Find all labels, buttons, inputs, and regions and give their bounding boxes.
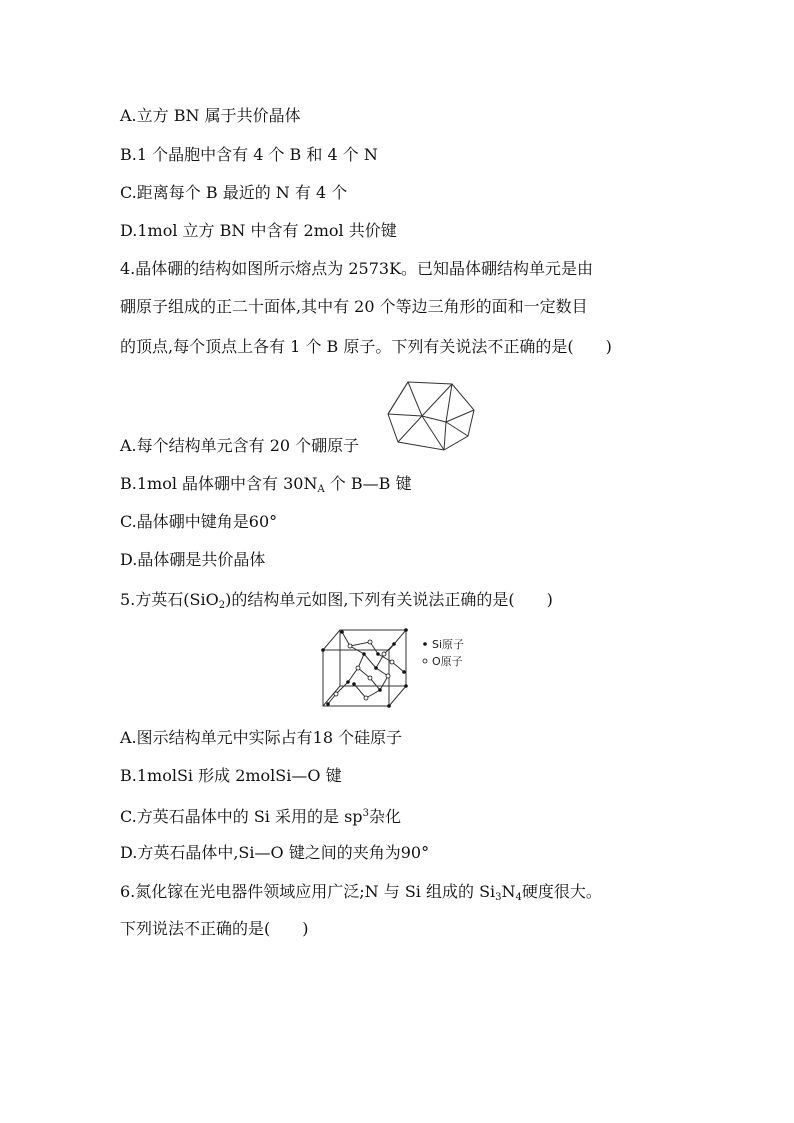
q4-option-a: A.每个结构单元含有 20 个硼原子 — [120, 436, 360, 455]
q3-option-d: D.1mol 立方 BN 中含有 2mol 共价键 — [120, 221, 397, 240]
boron-icosahedron-figure — [386, 380, 478, 452]
q4-stem-line2: 硼原子组成的正二十面体,其中有 20 个等边三角形的面和一定数目 — [120, 297, 588, 316]
legend-o-label: O原子 — [432, 655, 463, 668]
q4-option-b: B.1mol 晶体硼中含有 $30N_A$ 个 B—B 键 — [120, 474, 412, 495]
si-atom-legend-icon — [423, 642, 427, 646]
cristobalite-unit-cell-figure — [318, 624, 478, 710]
q6-stem-line2: 下列说法不正确的是( ) — [120, 919, 309, 938]
q4-option-c: C.晶体硼中键角是60° — [120, 512, 278, 531]
q4-option-d: D.晶体硼是共价晶体 — [120, 550, 266, 569]
q3-option-b: B.1 个晶胞中含有 4 个 B 和 4 个 N — [120, 145, 378, 164]
q4-stem-line1: 4.晶体硼的结构如图所示熔点为 2573K。已知晶体硼结构单元是由 — [120, 259, 594, 278]
q4-stem-line3: 的顶点,每个顶点上各有 1 个 B 原子。下列有关说法不正确的是( ) — [120, 337, 612, 356]
q5-option-b: B.1molSi 形成 2molSi—O 键 — [120, 766, 342, 785]
o-atom-legend-icon — [423, 659, 427, 663]
q3-option-a: A.立方 BN 属于共价晶体 — [120, 106, 301, 125]
q5-option-c: C.方英石晶体中的 Si 采用的是 $sp^3$杂化 — [120, 807, 401, 826]
legend-si-label: Si原子 — [432, 638, 465, 651]
q5-stem: 5.方英石(SiO$_2$)的结构单元如图,下列有关说法正确的是( ) — [120, 590, 553, 611]
q5-option-d: D.方英石晶体中,Si—O 键之间的夹角为90° — [120, 843, 430, 862]
q5-option-a: A.图示结构单元中实际占有18 个硅原子 — [120, 728, 403, 747]
q3-option-c: C.距离每个 B 最近的 N 有 4 个 — [120, 183, 348, 202]
q6-stem-line1: 6.氮化镓在光电器件领域应用广泛;N 与 Si 组成的 $Si_3N_4$硬度很大。 — [120, 882, 602, 903]
